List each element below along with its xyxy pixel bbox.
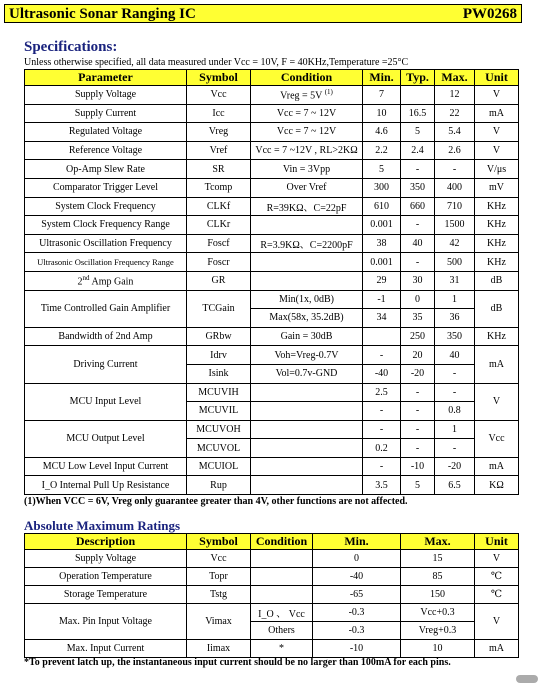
table-cell: mA (475, 640, 519, 658)
table-cell (251, 439, 363, 458)
table-cell: 660 (401, 197, 435, 216)
table-cell: mA (475, 346, 519, 383)
table-cell: R=39KΩ、C=22pF (251, 197, 363, 216)
spec-row (25, 327, 519, 346)
table-cell: 6.5 (435, 476, 475, 495)
table-cell: -20 (401, 364, 435, 383)
table-cell: CLKr (187, 216, 251, 235)
table-cell: CLKf (187, 197, 251, 216)
spec-row (25, 234, 519, 253)
spec-header-row (25, 70, 519, 86)
table-cell: Icc (187, 104, 251, 123)
table-cell: - (401, 160, 435, 179)
spec-row (25, 457, 519, 476)
table-cell: Ultrasonic Oscillation Frequency Range (25, 253, 187, 272)
table-cell: dB (475, 271, 519, 290)
col-unit: Unit (475, 534, 519, 550)
table-cell: Driving Current (25, 346, 187, 383)
table-cell: Bandwidth of 2nd Amp (25, 327, 187, 346)
table-cell: mA (475, 104, 519, 123)
table-cell: Regulated Voltage (25, 123, 187, 142)
table-cell: * (251, 640, 313, 658)
abs-max-heading: Absolute Maximum Ratings (24, 518, 181, 533)
table-cell: 36 (435, 309, 475, 328)
col-condition: Condition (251, 70, 363, 86)
table-cell: 2.2 (363, 141, 401, 160)
abs-row-pin (25, 604, 519, 622)
abs-row (25, 586, 519, 604)
table-cell: Vcc (475, 420, 519, 457)
table-cell: mV (475, 178, 519, 197)
table-cell: MCU Low Level Input Current (25, 457, 187, 476)
spec-conditions: Unless otherwise specified, all data measured under Vcc = 10V, F = 40KHz,Temperature =25°C (24, 57, 409, 68)
spec-row (25, 123, 519, 142)
table-cell: Isink (187, 364, 251, 383)
table-cell: Max. Pin Input Voltage (25, 604, 187, 640)
table-cell: Rup (187, 476, 251, 495)
table-cell: 35 (401, 309, 435, 328)
table-cell: 500 (435, 253, 475, 272)
table-cell: 610 (363, 197, 401, 216)
table-cell: 300 (363, 178, 401, 197)
table-cell: 2.5 (363, 383, 401, 402)
table-cell: 10 (363, 104, 401, 123)
ordinal-suffix: nd (82, 274, 90, 283)
table-cell: 1 (435, 290, 475, 309)
table-cell: Vcc = 7 ~ 12V (251, 104, 363, 123)
table-cell: MCUVOL (187, 439, 251, 458)
table-cell: Over Vref (251, 178, 363, 197)
abs-header-row (25, 534, 519, 550)
table-cell: - (363, 402, 401, 421)
part-number: PW0268 (462, 6, 517, 22)
table-cell: - (363, 346, 401, 365)
table-cell: I_O Internal Pull Up Resistance (25, 476, 187, 495)
col-unit: Unit (475, 70, 519, 86)
table-cell: 250 (401, 327, 435, 346)
specifications-table (24, 69, 519, 495)
table-cell: V/μs (475, 160, 519, 179)
table-cell: 29 (363, 271, 401, 290)
spec-row-mcuout (25, 420, 519, 439)
table-cell: Min(1x, 0dB) (251, 290, 363, 309)
page-corner-widget (516, 675, 538, 683)
document-title: Ultrasonic Sonar Ranging IC (9, 6, 196, 22)
table-cell: Vimax (187, 604, 251, 640)
table-cell: 40 (435, 346, 475, 365)
table-cell: Iimax (187, 640, 251, 658)
table-cell: 12 (435, 86, 475, 105)
table-cell (251, 476, 363, 495)
table-cell: 5.4 (435, 123, 475, 142)
table-cell: MCU Output Level (25, 420, 187, 457)
col-description: Description (25, 534, 187, 550)
table-cell: V (475, 604, 519, 640)
spec-row (25, 271, 519, 290)
table-cell: Vcc (187, 550, 251, 568)
abs-max-table (24, 533, 519, 658)
table-cell: 31 (435, 271, 475, 290)
table-cell (251, 457, 363, 476)
table-cell: Voh=Vreg-0.7V (251, 346, 363, 365)
table-cell: - (363, 457, 401, 476)
table-cell: KHz (475, 216, 519, 235)
spec-row (25, 197, 519, 216)
table-cell: MCUIOL (187, 457, 251, 476)
table-cell (401, 86, 435, 105)
table-cell: Vreg+0.3 (401, 622, 475, 640)
table-cell: Max. Input Current (25, 640, 187, 658)
table-cell: - (435, 364, 475, 383)
specifications-heading: Specifications: (24, 39, 118, 55)
table-cell: Tcomp (187, 178, 251, 197)
spec-row-mcuin (25, 383, 519, 402)
spec-row (25, 253, 519, 272)
table-cell: 2nd Amp Gain (25, 271, 187, 290)
table-cell: KHz (475, 197, 519, 216)
table-cell: 400 (435, 178, 475, 197)
table-cell: 40 (401, 234, 435, 253)
table-cell: Vreg = 5V $^{(1)}$ (251, 86, 363, 105)
table-cell: ℃ (475, 568, 519, 586)
table-cell: Foscr (187, 253, 251, 272)
spec-row (25, 160, 519, 179)
table-cell: Op-Amp Slew Rate (25, 160, 187, 179)
table-cell: Vcc = 7 ~12V , RL>2KΩ (251, 141, 363, 160)
table-cell: 5 (363, 160, 401, 179)
table-cell: GRbw (187, 327, 251, 346)
table-cell: 16.5 (401, 104, 435, 123)
table-cell (251, 383, 363, 402)
table-cell: - (401, 253, 435, 272)
table-cell: Tstg (187, 586, 251, 604)
table-cell: Supply Voltage (25, 550, 187, 568)
table-cell: 22 (435, 104, 475, 123)
table-cell: SR (187, 160, 251, 179)
table-cell: 350 (435, 327, 475, 346)
table-cell: 1 (435, 420, 475, 439)
table-cell: 4.6 (363, 123, 401, 142)
table-cell (251, 271, 363, 290)
table-cell: 7 (363, 86, 401, 105)
table-cell: Supply Current (25, 104, 187, 123)
col-parameter: Parameter (25, 70, 187, 86)
table-cell: 0.8 (435, 402, 475, 421)
table-cell (251, 402, 363, 421)
table-cell: 38 (363, 234, 401, 253)
abs-row (25, 568, 519, 586)
table-cell: - (401, 383, 435, 402)
table-cell (251, 586, 313, 604)
table-cell: -1 (363, 290, 401, 309)
table-cell: Gain = 30dB (251, 327, 363, 346)
spec-row (25, 216, 519, 235)
table-cell: 3.5 (363, 476, 401, 495)
table-cell: 15 (401, 550, 475, 568)
abs-footnote: *To prevent latch up, the instantaneous input current should be no larger than 100mA for each pins. (24, 657, 451, 668)
table-cell: Reference Voltage (25, 141, 187, 160)
table-cell: 42 (435, 234, 475, 253)
table-cell: 0 (401, 290, 435, 309)
table-cell: - (401, 216, 435, 235)
table-cell: 10 (401, 640, 475, 658)
table-cell: -20 (435, 457, 475, 476)
table-cell (363, 327, 401, 346)
header-bar (4, 4, 522, 23)
table-cell: Vcc = 7 ~ 12V (251, 123, 363, 142)
table-cell: KHz (475, 327, 519, 346)
table-cell: -40 (313, 568, 401, 586)
table-cell: 0.001 (363, 253, 401, 272)
spec-row (25, 178, 519, 197)
table-cell: - (435, 439, 475, 458)
spec-row (25, 86, 519, 105)
table-cell: MCUVOH (187, 420, 251, 439)
table-cell: -10 (313, 640, 401, 658)
table-cell: 350 (401, 178, 435, 197)
col-symbol: Symbol (187, 534, 251, 550)
spec-row-tcgain (25, 290, 519, 309)
table-cell: Vol=0.7v-GND (251, 364, 363, 383)
table-cell: 2.6 (435, 141, 475, 160)
table-cell: KHz (475, 234, 519, 253)
table-cell: - (435, 383, 475, 402)
table-cell: System Clock Frequency Range (25, 216, 187, 235)
col-symbol: Symbol (187, 70, 251, 86)
table-cell: - (401, 420, 435, 439)
table-cell: 150 (401, 586, 475, 604)
table-cell (251, 568, 313, 586)
table-cell: System Clock Frequency (25, 197, 187, 216)
table-cell: 5 (401, 123, 435, 142)
spec-footnote: (1)When VCC = 6V, Vreg only guarantee greater than 4V, other functions are not affected. (24, 496, 408, 507)
abs-row (25, 640, 519, 658)
table-cell: - (401, 439, 435, 458)
spec-row (25, 104, 519, 123)
table-cell: Comparator Trigger Level (25, 178, 187, 197)
col-max: Max. (401, 534, 475, 550)
table-cell: -65 (313, 586, 401, 604)
table-cell: Vreg (187, 123, 251, 142)
spec-row (25, 476, 519, 495)
table-cell: ℃ (475, 586, 519, 604)
table-cell: V (475, 550, 519, 568)
table-cell: KΩ (475, 476, 519, 495)
table-cell: mA (475, 457, 519, 476)
table-cell: 2.4 (401, 141, 435, 160)
table-cell: Ultrasonic Oscillation Frequency (25, 234, 187, 253)
table-cell (251, 253, 363, 272)
table-cell: Vref (187, 141, 251, 160)
table-cell: Vcc (187, 86, 251, 105)
table-cell: Vcc+0.3 (401, 604, 475, 622)
table-cell: MCUVIH (187, 383, 251, 402)
table-cell: KHz (475, 253, 519, 272)
table-cell: Foscf (187, 234, 251, 253)
table-cell: -0.3 (313, 604, 401, 622)
table-cell: V (475, 123, 519, 142)
table-cell: 0 (313, 550, 401, 568)
table-cell: - (363, 420, 401, 439)
footnote-marker: (1) (324, 88, 333, 97)
table-cell: 34 (363, 309, 401, 328)
table-cell: V (475, 383, 519, 420)
table-cell: 0.001 (363, 216, 401, 235)
table-cell: GR (187, 271, 251, 290)
table-cell: I_O 、 Vcc (251, 604, 313, 622)
table-cell: 0.2 (363, 439, 401, 458)
table-cell: -10 (401, 457, 435, 476)
table-cell: - (401, 402, 435, 421)
table-cell: Others (251, 622, 313, 640)
col-typ: Typ. (401, 70, 435, 86)
table-cell: 85 (401, 568, 475, 586)
col-min: Min. (313, 534, 401, 550)
table-cell (251, 550, 313, 568)
table-cell: V (475, 141, 519, 160)
table-cell: MCU Input Level (25, 383, 187, 420)
table-cell: -0.3 (313, 622, 401, 640)
table-cell: Time Controlled Gain Amplifier (25, 290, 187, 327)
table-cell: - (435, 160, 475, 179)
col-min: Min. (363, 70, 401, 86)
table-cell: 30 (401, 271, 435, 290)
table-cell: Supply Voltage (25, 86, 187, 105)
table-cell: dB (475, 290, 519, 327)
col-max: Max. (435, 70, 475, 86)
table-cell: 5 (401, 476, 435, 495)
table-cell: R=3.9KΩ、C=2200pF (251, 234, 363, 253)
table-cell (251, 216, 363, 235)
table-cell: 1500 (435, 216, 475, 235)
table-cell: Vin = 3Vpp (251, 160, 363, 179)
table-cell: Idrv (187, 346, 251, 365)
table-cell: TCGain (187, 290, 251, 327)
table-cell: 710 (435, 197, 475, 216)
table-cell (251, 420, 363, 439)
table-cell: Operation Temperature (25, 568, 187, 586)
table-cell: 20 (401, 346, 435, 365)
spec-row-drive (25, 346, 519, 365)
table-cell: -40 (363, 364, 401, 383)
table-cell: Topr (187, 568, 251, 586)
spec-row (25, 141, 519, 160)
col-condition: Condition (251, 534, 313, 550)
table-cell: Storage Temperature (25, 586, 187, 604)
abs-row (25, 550, 519, 568)
table-cell: V (475, 86, 519, 105)
table-cell: MCUVIL (187, 402, 251, 421)
table-cell: Max(58x, 35.2dB) (251, 309, 363, 328)
